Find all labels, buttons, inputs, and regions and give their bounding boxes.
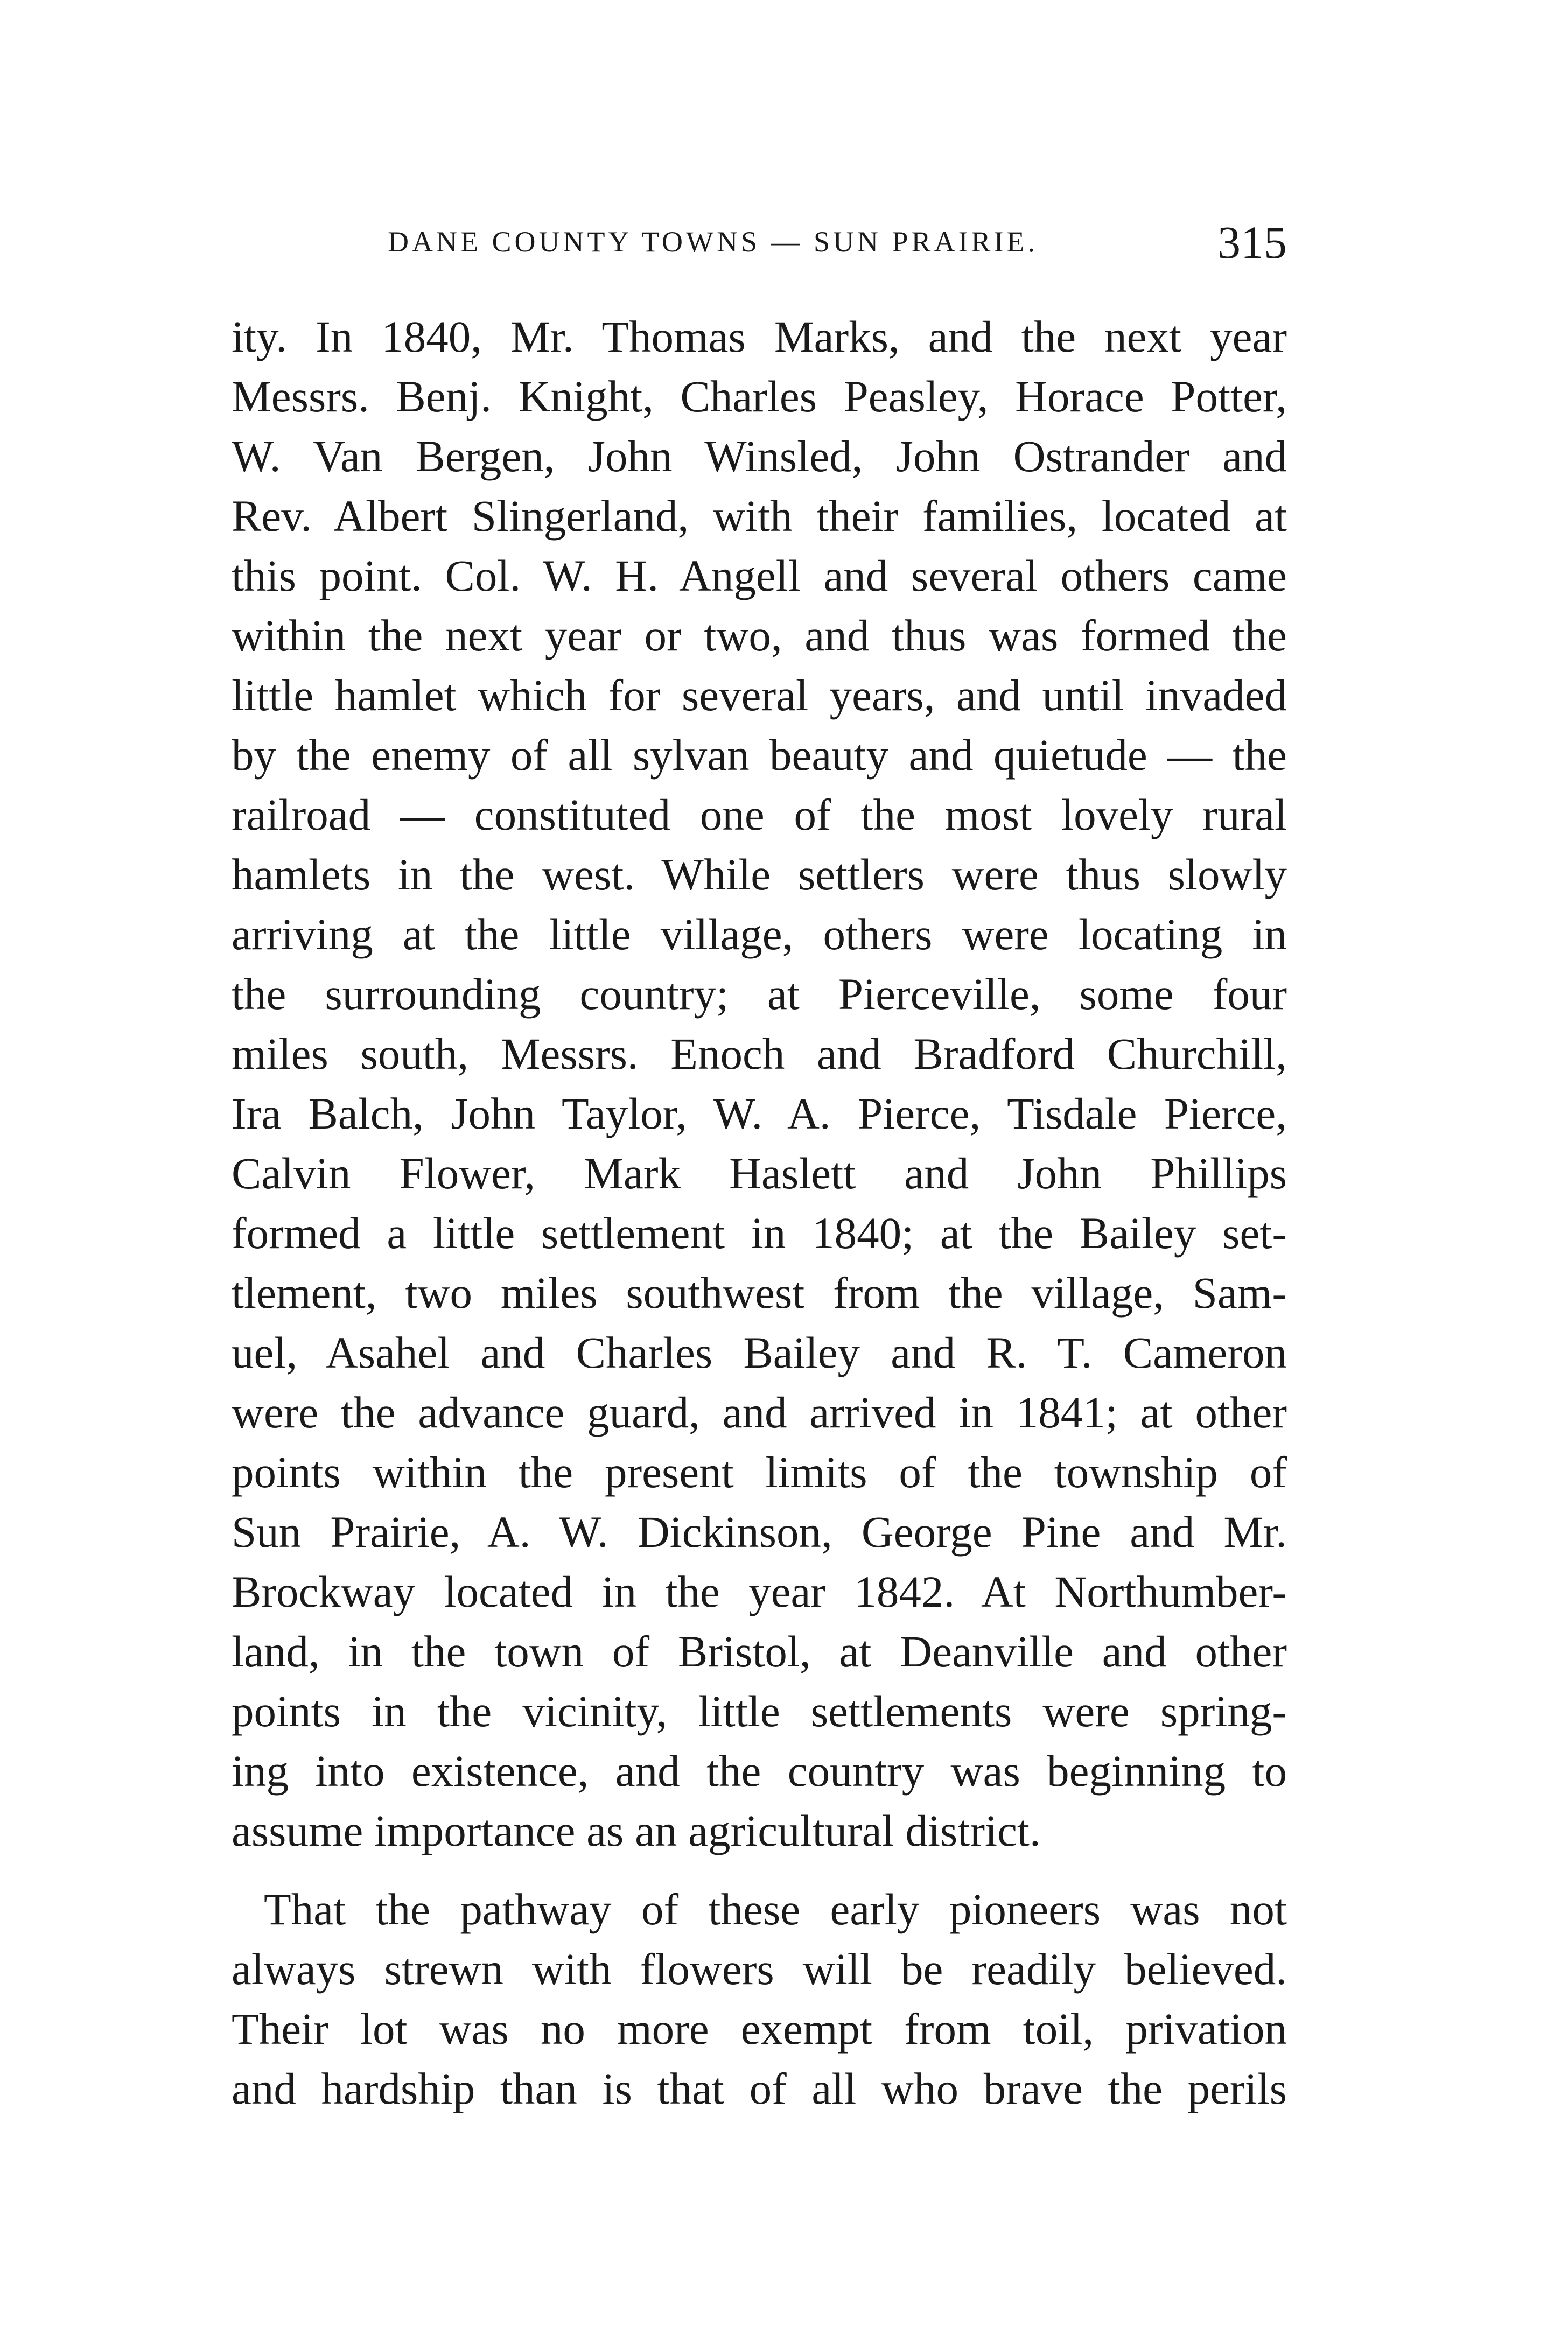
text-line: hamlets in the west. While settlers were thus slowly	[232, 850, 1287, 899]
text-line: the surrounding country; at Pierceville, some four	[232, 969, 1287, 1019]
text-line: arriving at the little village, others were locating in	[232, 909, 1287, 959]
text-line: tlement, two miles southwest from the village, Sam-	[232, 1268, 1287, 1318]
text-line: uel, Asahel and Charles Bailey and R. T. Cameron	[232, 1328, 1287, 1377]
text-line: Rev. Albert Slingerland, with their families, located at	[232, 491, 1287, 541]
text-line: points within the present limits of the township of	[232, 1447, 1287, 1497]
text-line: assume importance as an agricultural district.	[232, 1806, 1041, 1855]
body-text	[232, 307, 1287, 2119]
paragraph-gap	[232, 1861, 1287, 1880]
page-number: 315	[1217, 216, 1287, 268]
text-line: Calvin Flower, Mark Haslett and John Phillips	[232, 1148, 1287, 1198]
text-line: by the enemy of all sylvan beauty and quietude — the	[232, 730, 1287, 780]
running-title: DANE COUNTY TOWNS — SUN PRAIRIE.	[388, 226, 1039, 258]
text-line: and hardship than is that of all who brave the perils	[232, 2064, 1287, 2113]
paragraph-2	[232, 1880, 1287, 2119]
text-line: miles south, Messrs. Enoch and Bradford Churchill,	[232, 1029, 1287, 1078]
text-line: within the next year or two, and thus was formed the	[232, 611, 1287, 660]
text-line: little hamlet which for several years, and until invaded	[232, 670, 1287, 720]
paragraph-1	[232, 307, 1287, 1861]
text-line: Their lot was no more exempt from toil, privation	[232, 2004, 1287, 2054]
text-line: Messrs. Benj. Knight, Charles Peasley, Horace Potter,	[232, 372, 1287, 421]
text-line: ity. In 1840, Mr. Thomas Marks, and the next year	[232, 312, 1287, 361]
running-head	[232, 215, 1287, 275]
text-line: this point. Col. W. H. Angell and several others came	[232, 551, 1287, 600]
text-line: always strewn with flowers will be readily believed.	[232, 1944, 1287, 1994]
text-line: formed a little settlement in 1840; at the Bailey set-	[232, 1208, 1287, 1258]
text-line: Brockway located in the year 1842. At Northumber-	[232, 1567, 1287, 1616]
text-line: land, in the town of Bristol, at Deanville and other	[232, 1627, 1287, 1676]
text-line: Ira Balch, John Taylor, W. A. Pierce, Tisdale Pierce,	[232, 1089, 1287, 1138]
text-line: ing into existence, and the country was beginning to	[232, 1746, 1287, 1796]
text-line: railroad — constituted one of the most lovely rural	[232, 790, 1287, 839]
text-line: W. Van Bergen, John Winsled, John Ostrander and	[232, 431, 1287, 481]
text-line: were the advance guard, and arrived in 1841; at other	[232, 1388, 1287, 1437]
text-line: That the pathway of these early pioneers was not	[264, 1884, 1287, 1934]
text-line: Sun Prairie, A. W. Dickinson, George Pine and Mr.	[232, 1507, 1287, 1557]
text-line: points in the vicinity, little settlements were spring-	[232, 1686, 1287, 1736]
